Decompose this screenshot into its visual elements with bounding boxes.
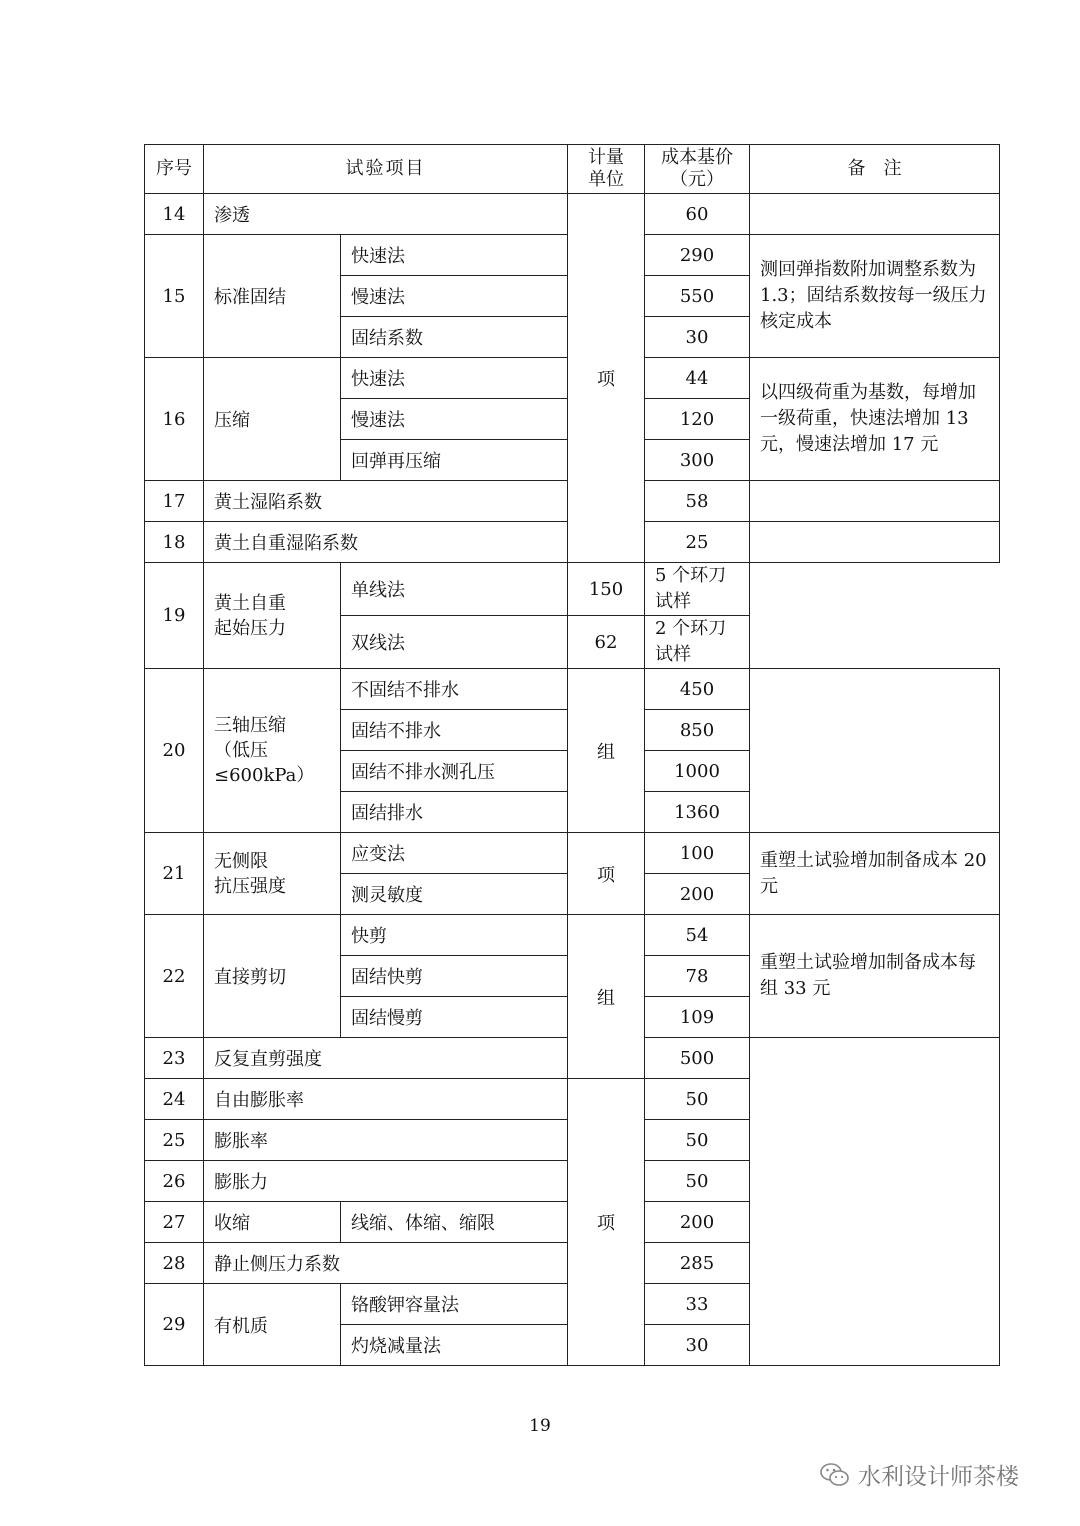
item-name: 黄土湿陷系数 — [204, 481, 568, 522]
header-unit: 计量 单位 — [568, 145, 645, 194]
item-name: 黄土自重湿陷系数 — [204, 522, 568, 563]
sub-item-name: 慢速法 — [341, 276, 568, 317]
sub-item-name: 应变法 — [341, 833, 568, 874]
row-no: 21 — [145, 833, 204, 915]
row-no: 28 — [145, 1243, 204, 1284]
item-name: 膨胀力 — [204, 1161, 568, 1202]
note-cell — [750, 194, 1000, 235]
sub-item-name: 快速法 — [341, 235, 568, 276]
price-cell: 1000 — [645, 751, 750, 792]
price-cell: 50 — [645, 1120, 750, 1161]
item-name: 黄土自重 起始压力 — [204, 563, 341, 669]
price-cell: 290 — [645, 235, 750, 276]
row-no: 25 — [145, 1120, 204, 1161]
sub-item-name: 快剪 — [341, 915, 568, 956]
price-cell: 450 — [645, 669, 750, 710]
sub-item-name: 灼烧减量法 — [341, 1325, 568, 1366]
row-no: 19 — [145, 563, 204, 669]
sub-item-name: 慢速法 — [341, 399, 568, 440]
sub-item-name: 固结慢剪 — [341, 997, 568, 1038]
price-cell: 285 — [645, 1243, 750, 1284]
unit-cell: 项 — [568, 833, 645, 915]
item-name: 渗透 — [204, 194, 568, 235]
unit-cell: 项 — [568, 1079, 645, 1366]
price-cell: 500 — [645, 1038, 750, 1079]
item-name: 直接剪切 — [204, 915, 341, 1038]
price-cell: 550 — [645, 276, 750, 317]
note-cell: 以四级荷重为基数，每增加一级荷重，快速法增加 13 元，慢速法增加 17 元 — [750, 358, 1000, 481]
item-name: 静止侧压力系数 — [204, 1243, 568, 1284]
sub-item-name: 双线法 — [341, 616, 568, 669]
sub-item-name: 固结不排水 — [341, 710, 568, 751]
price-cell: 62 — [568, 616, 645, 669]
price-cell: 30 — [645, 1325, 750, 1366]
page-number: 19 — [529, 1416, 551, 1436]
table-row — [145, 915, 1000, 956]
item-name: 三轴压缩 （低压 ≤600kPa） — [204, 669, 341, 833]
row-no: 29 — [145, 1284, 204, 1366]
price-cell: 50 — [645, 1079, 750, 1120]
item-name: 膨胀率 — [204, 1120, 568, 1161]
price-cell: 60 — [645, 194, 750, 235]
item-name: 压缩 — [204, 358, 341, 481]
wechat-icon — [820, 1462, 850, 1488]
price-cell: 100 — [645, 833, 750, 874]
note-cell: 5 个环刀试样 — [645, 563, 750, 616]
sub-item-name: 回弹再压缩 — [341, 440, 568, 481]
row-no: 20 — [145, 669, 204, 833]
table-row — [145, 194, 1000, 235]
item-name: 自由膨胀率 — [204, 1079, 568, 1120]
note-cell: 重塑土试验增加制备成本每组 33 元 — [750, 915, 1000, 1038]
note-cell — [750, 522, 1000, 563]
unit-cell: 组 — [568, 669, 645, 833]
table-row — [145, 669, 1000, 710]
sub-item-name: 线缩、体缩、缩限 — [341, 1202, 568, 1243]
sub-item-name: 铬酸钾容量法 — [341, 1284, 568, 1325]
note-cell — [750, 481, 1000, 522]
sub-item-name: 快速法 — [341, 358, 568, 399]
row-no: 16 — [145, 358, 204, 481]
row-no: 15 — [145, 235, 204, 358]
price-cell: 44 — [645, 358, 750, 399]
watermark-text: 水利设计师茶楼 — [858, 1464, 1019, 1490]
price-cell: 33 — [645, 1284, 750, 1325]
price-cell: 25 — [645, 522, 750, 563]
row-no: 27 — [145, 1202, 204, 1243]
sub-item-name: 固结排水 — [341, 792, 568, 833]
sub-item-name: 测灵敏度 — [341, 874, 568, 915]
unit-cell: 项 — [568, 194, 645, 563]
table-row — [145, 563, 1000, 616]
price-cell: 54 — [645, 915, 750, 956]
item-name: 收缩 — [204, 1202, 341, 1243]
watermark — [820, 1458, 1019, 1491]
price-cell: 50 — [645, 1161, 750, 1202]
item-name: 无侧限 抗压强度 — [204, 833, 341, 915]
table-row — [145, 833, 1000, 874]
item-name: 标准固结 — [204, 235, 341, 358]
row-no: 22 — [145, 915, 204, 1038]
row-no: 23 — [145, 1038, 204, 1079]
header-seq: 序号 — [145, 145, 204, 194]
note-cell: 测回弹指数附加调整系数为1.3；固结系数按每一级压力核定成本 — [750, 235, 1000, 358]
sub-item-name: 单线法 — [341, 563, 568, 616]
price-cell: 78 — [645, 956, 750, 997]
sub-item-name: 固结不排水测孔压 — [341, 751, 568, 792]
row-no: 17 — [145, 481, 204, 522]
price-cell: 30 — [645, 317, 750, 358]
price-cell: 850 — [645, 710, 750, 751]
table-header-row — [145, 145, 1000, 194]
cost-table — [144, 144, 1000, 1366]
note-cell — [750, 1038, 1000, 1366]
unit-cell: 组 — [568, 915, 645, 1079]
row-no: 24 — [145, 1079, 204, 1120]
row-no: 18 — [145, 522, 204, 563]
sub-item-name: 不固结不排水 — [341, 669, 568, 710]
note-cell: 重塑土试验增加制备成本 20 元 — [750, 833, 1000, 915]
price-cell: 200 — [645, 874, 750, 915]
header-item: 试验项目 — [204, 145, 568, 194]
price-cell: 1360 — [645, 792, 750, 833]
price-cell: 300 — [645, 440, 750, 481]
row-no: 26 — [145, 1161, 204, 1202]
price-cell: 200 — [645, 1202, 750, 1243]
header-note: 备 注 — [750, 145, 1000, 194]
price-cell: 109 — [645, 997, 750, 1038]
sub-item-name: 固结系数 — [341, 317, 568, 358]
item-name: 有机质 — [204, 1284, 341, 1366]
note-cell: 2 个环刀试样 — [645, 616, 750, 669]
item-name: 反复直剪强度 — [204, 1038, 568, 1079]
price-cell: 58 — [645, 481, 750, 522]
price-cell: 120 — [645, 399, 750, 440]
row-no: 14 — [145, 194, 204, 235]
header-price: 成本基价 （元） — [645, 145, 750, 194]
note-cell — [750, 669, 1000, 833]
price-cell: 150 — [568, 563, 645, 616]
sub-item-name: 固结快剪 — [341, 956, 568, 997]
